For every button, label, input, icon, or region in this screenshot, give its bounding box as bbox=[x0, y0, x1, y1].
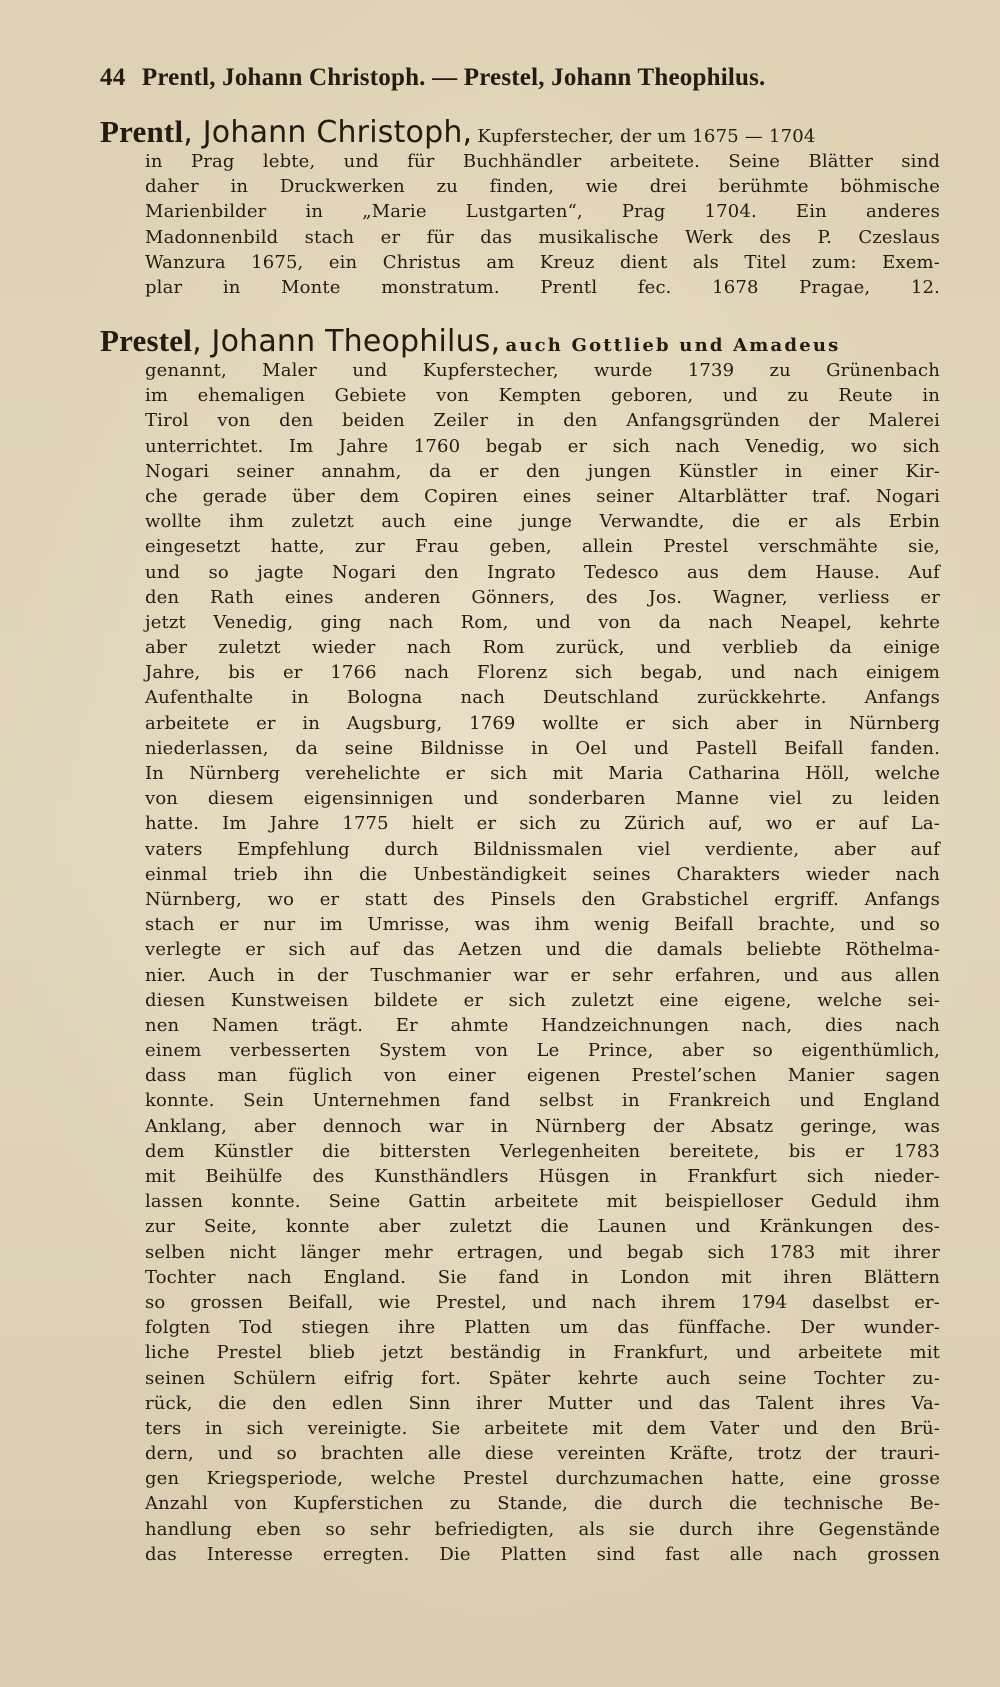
text-line: einmal trieb ihn die Unbeständigkeit seines Charakters wieder nach bbox=[145, 863, 940, 885]
text-line: folgten Tod stiegen ihre Platten um das fünffache. Der wunder- bbox=[145, 1317, 940, 1339]
text-line: diesen Kunstweisen bildete er sich zuletzt eine eigene, welche sei- bbox=[145, 989, 940, 1011]
text-line: im ehemaligen Gebiete von Kempten geboren, und zu Reute in bbox=[145, 385, 940, 407]
text-line: Tirol von den beiden Zeiler in den Anfangsgründen der Malerei bbox=[145, 410, 940, 432]
text-line: hatte. Im Jahre 1775 hielt er sich zu Zürich auf, wo er auf La- bbox=[145, 813, 940, 835]
text-line: gen Kriegsperiode, welche Prestel durchzumachen hatte, eine grosse bbox=[145, 1468, 940, 1490]
running-head-title: Prentl, Johann Christoph. — Prestel, Johann Theophilus. bbox=[141, 64, 766, 91]
text-line: daher in Druckwerken zu finden, wie drei berühmte böhmische bbox=[145, 176, 940, 198]
text-line: wollte ihm zuletzt auch eine junge Verwandte, die er als Erbin bbox=[145, 511, 940, 533]
text-line: dem Künstler die bittersten Verlegenheiten bereitete, bis er 1783 bbox=[145, 1140, 940, 1162]
headword bbox=[100, 115, 472, 150]
entry-prentl bbox=[100, 115, 940, 300]
text-line: Aufenthalte in Bologna nach Deutschland zurückkehrte. Anfangs bbox=[145, 687, 940, 709]
text-line: das Interesse erregten. Die Platten sind fast alle nach grossen bbox=[145, 1543, 940, 1565]
text-line: zur Seite, konnte aber zuletzt die Launen und Kränkungen des- bbox=[145, 1216, 940, 1238]
entry-first-line-text: auch Gottlieb und Amadeus bbox=[505, 335, 841, 356]
text-line: mit Beihülfe des Kunsthändlers Hüsgen in Frankfurt sich nieder- bbox=[145, 1166, 940, 1187]
text-line: nier. Auch in der Tuschmanier war er sehr erfahren, und aus allen bbox=[145, 964, 940, 986]
page-number: 44 bbox=[100, 64, 126, 91]
text-line: so grossen Beifall, wie Prestel, und nach ihrem 1794 daselbst er- bbox=[145, 1291, 940, 1313]
text-line: verlegte er sich auf das Aetzen und die damals beliebte Röthelma- bbox=[145, 939, 940, 961]
text-line: che gerade über dem Copiren eines seiner Altarblätter traf. Nogari bbox=[145, 485, 940, 507]
headword bbox=[100, 324, 500, 359]
text-line: jetzt Venedig, ging nach Rom, und von da nach Neapel, kehrte bbox=[145, 611, 940, 633]
text-line: lassen konnte. Seine Gattin arbeitete mit beispielloser Geduld ihm bbox=[145, 1191, 940, 1213]
text-line: In Nürnberg verehelichte er sich mit Maria Catharina Höll, welche bbox=[145, 763, 940, 784]
text-line: Nogari seiner annahm, da er den jungen Künstler in einer Kir- bbox=[145, 460, 940, 482]
entry-body bbox=[100, 149, 940, 300]
text-line: aber zuletzt wieder nach Rom zurück, und verblieb da einige bbox=[145, 637, 940, 659]
entry-body bbox=[100, 358, 940, 1567]
text-line: Madonnenbild stach er für das musikalische Werk des P. Czeslaus bbox=[145, 226, 940, 248]
text-line: Anzahl von Kupferstichen zu Stande, die durch die technische Be- bbox=[145, 1493, 940, 1515]
text-line: arbeitete er in Augsburg, 1769 wollte er sich aber in Nürnberg bbox=[145, 712, 940, 734]
text-line: Nürnberg, wo er statt des Pinsels den Grabstichel ergriff. Anfangs bbox=[145, 888, 940, 910]
text-line: stach er nur im Umrisse, was ihm wenig Beifall brachte, und so bbox=[145, 914, 940, 936]
entry-first-line bbox=[100, 324, 940, 358]
text-line: ters in sich vereinigte. Sie arbeitete mit dem Vater und den Brü- bbox=[145, 1417, 940, 1439]
text-line: selben nicht länger mehr ertragen, und begab sich 1783 mit ihrer bbox=[145, 1241, 940, 1263]
text-line: von diesem eigensinnigen und sonderbaren Manne viel zu leiden bbox=[145, 788, 940, 810]
text-line: eingesetzt hatte, zur Frau geben, allein Prestel verschmähte sie, bbox=[145, 536, 940, 558]
text-line: liche Prestel blieb jetzt beständig in Frankfurt, und arbeitete mit bbox=[145, 1342, 940, 1364]
entry-prestel bbox=[100, 324, 940, 1567]
headword-given-names: , Johann Theophilus, bbox=[192, 324, 501, 359]
text-line: rück, die den edlen Sinn ihrer Mutter und das Talent ihres Va- bbox=[145, 1392, 940, 1414]
text-line: Marienbilder in „Marie Lustgarten“, Prag 1704. Ein anderes bbox=[145, 201, 940, 223]
running-head bbox=[100, 64, 920, 92]
text-line: seinen Schülern eifrig fort. Später kehrte auch seine Tochter zu- bbox=[145, 1367, 940, 1389]
text-line: dass man füglich von einer eigenen Prestel’schen Manier sagen bbox=[145, 1065, 940, 1087]
entry-first-line-text: Kupferstecher, der um 1675 — 1704 bbox=[477, 126, 816, 147]
entry-first-line bbox=[100, 115, 940, 149]
text-line: Jahre, bis er 1766 nach Florenz sich begab, und nach einigem bbox=[145, 662, 940, 684]
headword-surname: Prentl bbox=[100, 114, 184, 149]
text-line: vaters Empfehlung durch Bildnissmalen viel verdiente, aber auf bbox=[145, 838, 940, 860]
text-line: konnte. Sein Unternehmen fand selbst in Frankreich und England bbox=[145, 1090, 940, 1112]
text-line: nen Namen trägt. Er ahmte Handzeichnungen nach, dies nach bbox=[145, 1014, 940, 1036]
text-line: den Rath eines anderen Gönners, des Jos. Wagner, verliess er bbox=[145, 586, 940, 608]
text-line: niederlassen, da seine Bildnisse in Oel und Pastell Beifall fanden. bbox=[145, 737, 940, 759]
text-line: Anklang, aber dennoch war in Nürnberg der Absatz geringe, was bbox=[145, 1115, 940, 1137]
text-line: genannt, Maler und Kupferstecher, wurde 1739 zu Grünenbach bbox=[145, 360, 940, 381]
text-line: einem verbesserten System von Le Prince, aber so eigenthümlich, bbox=[145, 1040, 940, 1062]
text-line: in Prag lebte, und für Buchhändler arbeitete. Seine Blätter sind bbox=[145, 151, 940, 172]
text-line: und so jagte Nogari den Ingrato Tedesco aus dem Hause. Auf bbox=[145, 561, 940, 583]
text-line: dern, und so brachten alle diese vereinten Kräfte, trotz der trauri- bbox=[145, 1443, 940, 1465]
text-line: Tochter nach England. Sie fand in London mit ihren Blättern bbox=[145, 1266, 940, 1288]
text-line: unterrichtet. Im Jahre 1760 begab er sich nach Venedig, wo sich bbox=[145, 435, 940, 457]
headword-surname: Prestel bbox=[100, 323, 193, 358]
text-line: Wanzura 1675, ein Christus am Kreuz dient als Titel zum: Exem- bbox=[145, 251, 940, 273]
text-line: handlung eben so sehr befriedigten, als sie durch ihre Gegenstände bbox=[145, 1518, 940, 1540]
text-line: plar in Monte monstratum. Prentl fec. 1678 Pragae, 12. bbox=[145, 276, 940, 298]
headword-given-names: , Johann Christoph, bbox=[183, 115, 473, 150]
